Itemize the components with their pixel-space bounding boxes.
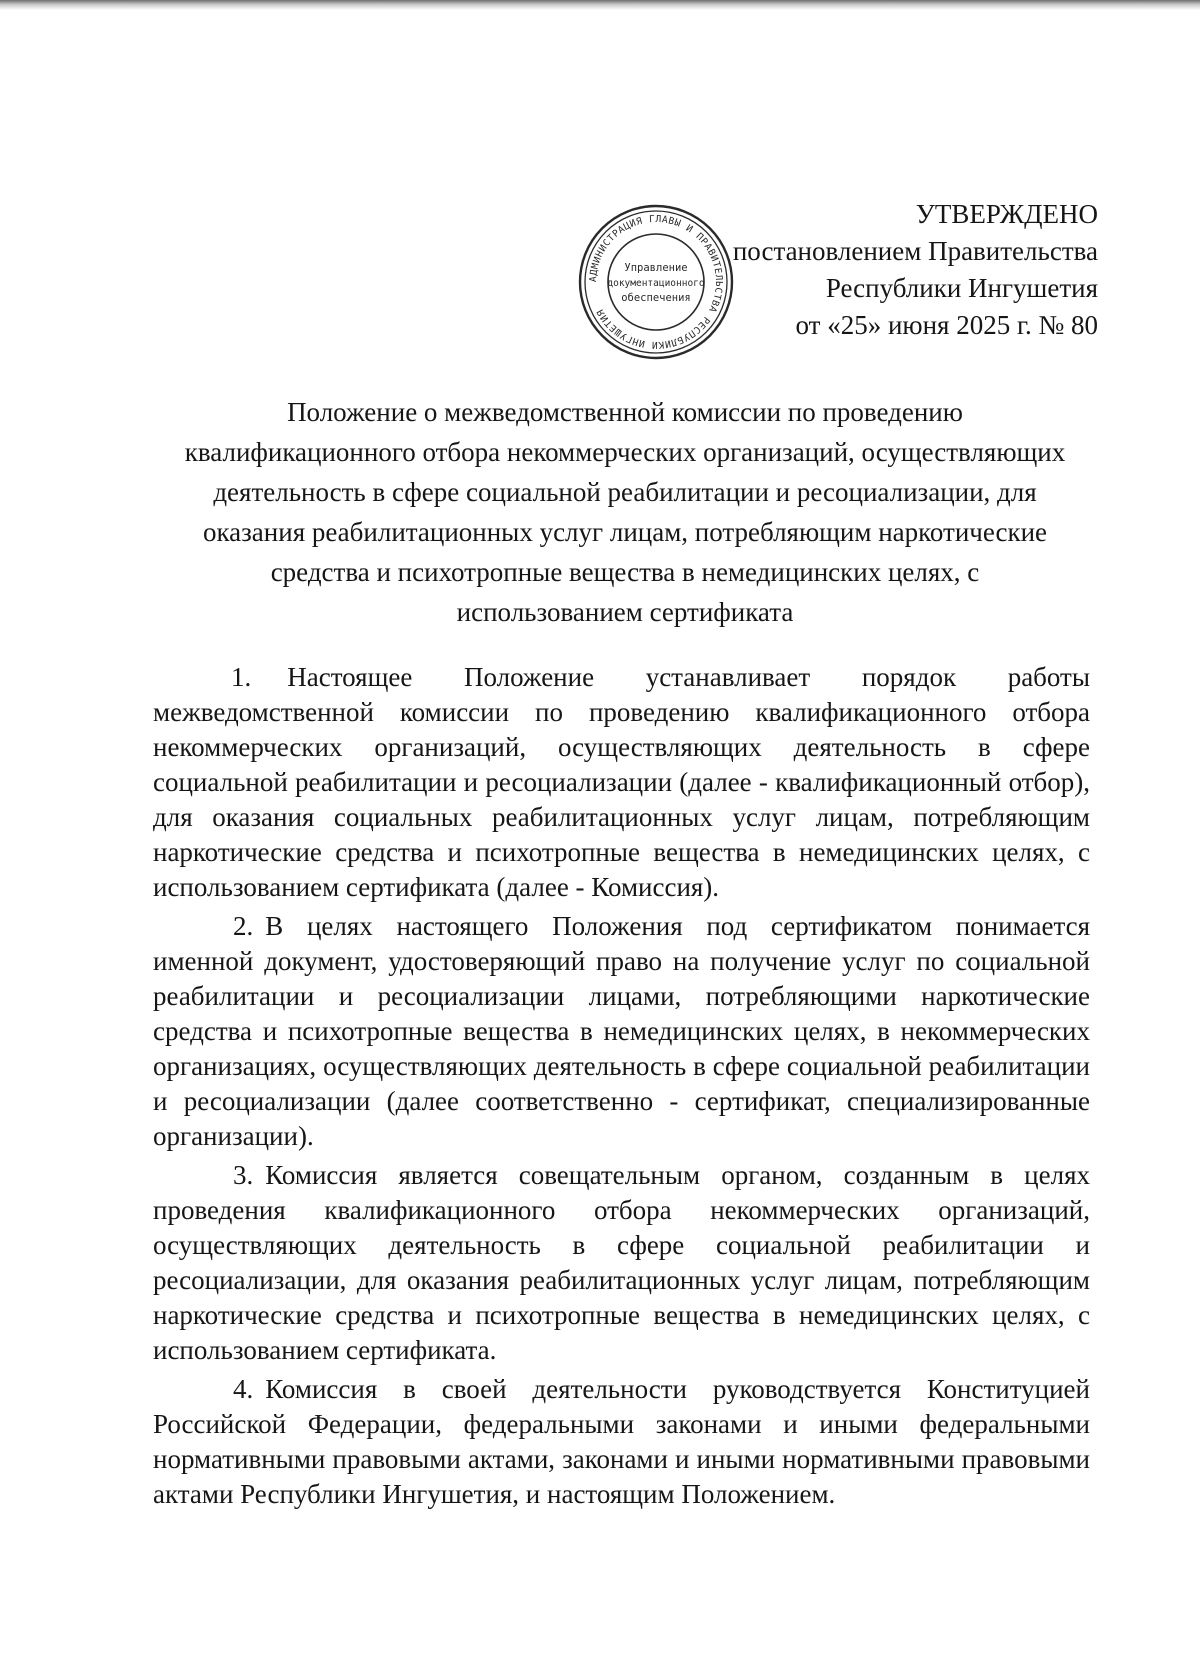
scan-edge xyxy=(0,0,1200,10)
stamp-center-line-3: обеспечения xyxy=(621,292,691,304)
title-line: средства и психотропные вещества в немедицинских целях, с xyxy=(270,557,980,587)
paragraph-text: Комиссия является совещательным органом, созданным в целях проведения квалификационного отбора некоммерческих организаций, осуществляющих деятельность в сфере социальной реабилитации и ресоциализации, для оказания реабилитационных услуг лицам, потребляющим наркотические средства и психотропные вещества в немедицинских целях, с использованием сертификата. xyxy=(153,1160,1090,1365)
paragraph-text: В целях настоящего Положения под сертификатом понимается именной документ, удостоверяющий право на получение услуг по социальной реабилитации и ресоциализации лицами, потребляющими наркотические средства и психотропные вещества в немедицинских целях, в некоммерческих организациях, осуществляющих деятельность в сфере социальной реабилитации и ресоциализации (далее соответственно - сертификат, специализированные организации). xyxy=(153,911,1090,1151)
paragraph-number: 2. xyxy=(233,911,254,941)
approval-heading: УТВЕРЖДЕНО xyxy=(915,199,1098,229)
approval-line-3: от «25» июня 2025 г. № 80 xyxy=(795,310,1098,340)
paragraph-text: Настоящее Положение устанавливает порядок работы межведомственной комиссии по проведению квалификационного отбора некоммерческих организаций, осуществляющих деятельность в сфере социальной реабилитации и ресоциализации (далее - квалификационный отбор), для оказания социальных реабилитационных услуг лицам, потребляющим наркотические средства и психотропные вещества в немедицинских целях, с использованием сертификата (далее - Комиссия). xyxy=(153,662,1090,902)
paragraph-2 xyxy=(153,909,1090,1154)
stamp-center-line-2: документационного xyxy=(607,278,705,289)
document-title xyxy=(150,392,1100,632)
approval-line-1: постановлением Правительства xyxy=(732,236,1098,266)
official-stamp xyxy=(576,202,736,362)
paragraph-3 xyxy=(153,1158,1090,1368)
paragraph-number: 4. xyxy=(233,1374,254,1404)
paragraph-text: Комиссия в своей деятельности руководствуется Конституцией Российской Федерации, федеральными законами и иными федеральными нормативными правовыми актами, законами и иными нормативными правовыми актами Республики Ингушетия, и настоящим Положением. xyxy=(153,1374,1090,1509)
title-line: деятельность в сфере социальной реабилитации и ресоциализации, для xyxy=(213,477,1037,507)
approval-block xyxy=(733,196,1098,344)
title-line: Положение о межведомственной комиссии по проведению xyxy=(287,397,963,427)
paragraph-number: 3. xyxy=(233,1160,254,1190)
stamp-center-line-1: Управление xyxy=(624,262,688,274)
title-line: использованием сертификата xyxy=(456,597,794,627)
paragraph-1 xyxy=(153,660,1090,905)
title-line: квалификационного отбора некоммерческих организаций, осуществляющих xyxy=(184,437,1066,467)
title-line: оказания реабилитационных услуг лицам, потребляющим наркотические xyxy=(202,517,1048,547)
approval-line-2: Республики Ингушетия xyxy=(825,273,1098,303)
paragraph-4 xyxy=(153,1372,1090,1512)
document-body xyxy=(153,660,1090,1516)
paragraph-number: 1. xyxy=(231,662,252,692)
stamp-ring-text: АДМИНИСТРАЦИЯ ГЛАВЫ И ПРАВИТЕЛЬСТВА РЕСПУБЛИКИ ИНГУШЕТИЯ xyxy=(587,213,725,351)
